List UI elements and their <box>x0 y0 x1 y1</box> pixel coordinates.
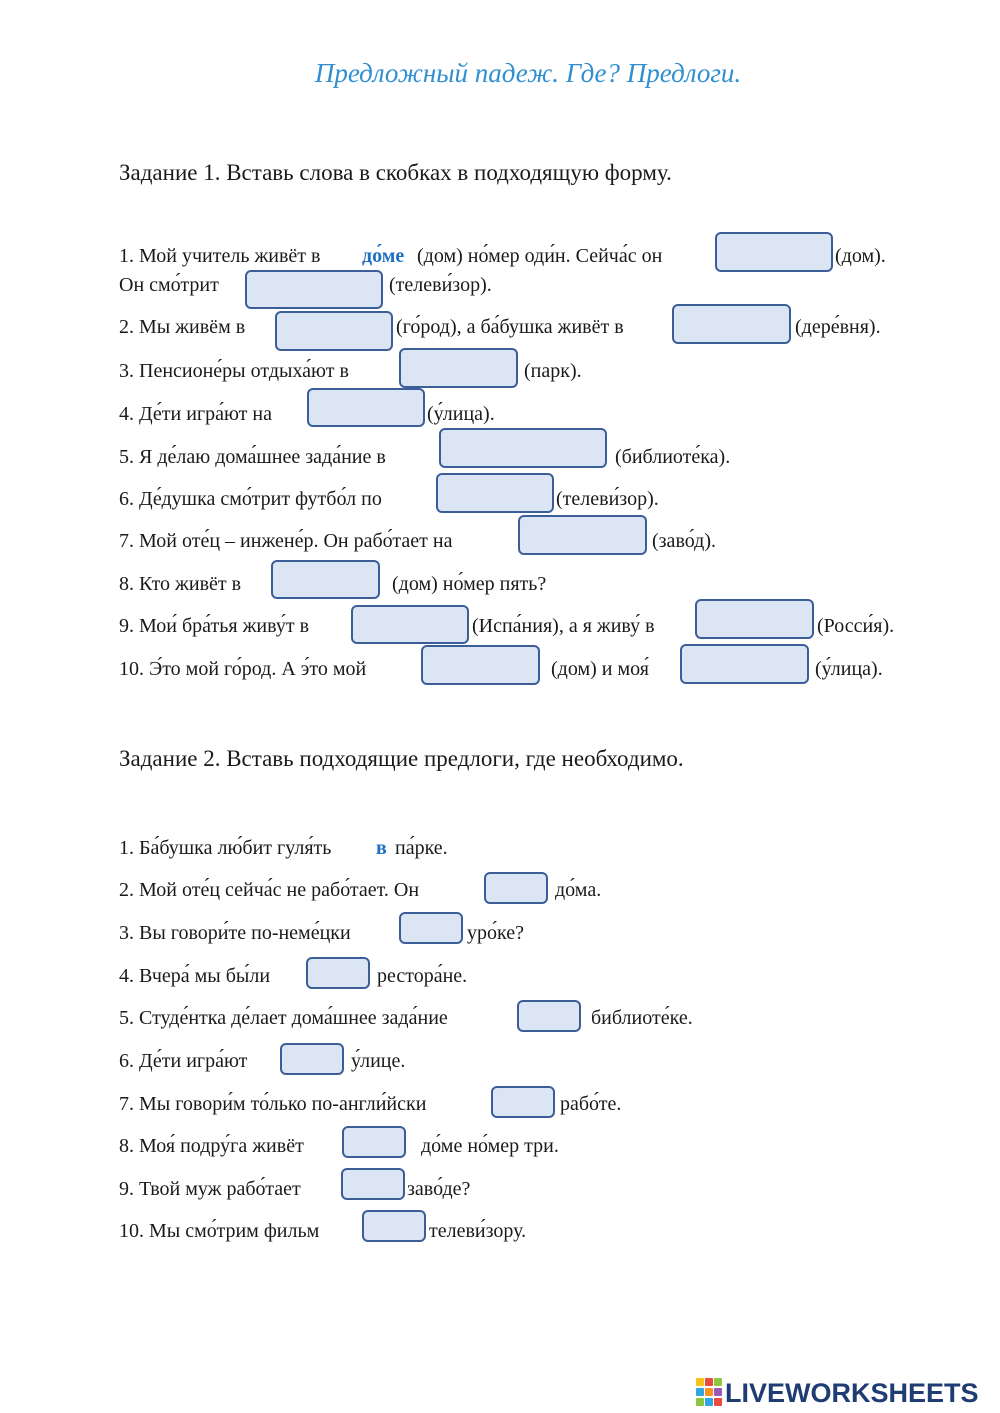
text: (парк). <box>524 360 582 382</box>
preposition-input-7[interactable] <box>491 1086 555 1118</box>
preposition-input-8[interactable] <box>342 1126 406 1158</box>
text: рабо́те. <box>560 1093 622 1115</box>
answer-input-4[interactable] <box>307 388 425 427</box>
preposition-input-2[interactable] <box>484 872 548 904</box>
text: уро́ке? <box>467 922 524 944</box>
preposition-input-9[interactable] <box>341 1168 405 1200</box>
preposition-input-10[interactable] <box>362 1210 426 1242</box>
answer-input-5[interactable] <box>439 428 607 468</box>
text: 1. Ба́бушка лю́бит гуля́ть <box>119 837 332 859</box>
answer-input-7[interactable] <box>518 515 647 555</box>
text: 6. Де́ти игра́ют <box>119 1050 248 1072</box>
text: Он смо́трит <box>119 274 219 296</box>
text: (дом). <box>835 245 886 267</box>
task2-heading: Задание 2. Вставь подходящие предлоги, где необходимо. <box>119 746 684 771</box>
text: заво́де? <box>407 1178 471 1200</box>
preposition-input-3[interactable] <box>399 912 463 944</box>
example-answer: в <box>376 837 387 859</box>
text: (дом) и моя́ <box>551 658 649 680</box>
task1-heading: Задание 1. Вставь слова в скобках в подходящую форму. <box>119 160 672 185</box>
text: 6. Де́душка смо́трит футбо́л по <box>119 488 382 510</box>
answer-input-2a[interactable] <box>275 311 393 351</box>
liveworksheets-logo-icon <box>696 1378 722 1408</box>
example-answer: до́ме <box>362 245 405 267</box>
text: 2. Мой оте́ц сейча́с не рабо́тает. Он <box>119 879 420 901</box>
text: до́ме но́мер три. <box>421 1135 559 1157</box>
answer-input-3[interactable] <box>399 348 518 388</box>
text: 7. Мой оте́ц – инжене́р. Он рабо́тает на <box>119 530 453 552</box>
text: 3. Вы говори́те по-неме́цки <box>119 922 351 944</box>
text: рестора́не. <box>377 965 468 987</box>
preposition-input-4[interactable] <box>306 957 370 989</box>
text: 8. Кто живёт в <box>119 573 242 595</box>
text: 5. Студе́нтка де́лает дома́шнее зада́ние <box>119 1007 448 1029</box>
text: телеви́зору. <box>429 1220 527 1242</box>
text: па́рке. <box>395 837 448 859</box>
text: (телеви́зор). <box>389 274 492 296</box>
text: (телеви́зор). <box>556 488 659 510</box>
text: (у́лица). <box>815 658 883 680</box>
brand-name: LIVEWORKSHEETS <box>725 1377 979 1408</box>
text: (го́род), а ба́бушка живёт в <box>396 316 624 338</box>
answer-input-6[interactable] <box>436 473 554 513</box>
text: (дом) но́мер пять? <box>392 573 547 595</box>
text: библиоте́ке. <box>591 1007 693 1029</box>
text: 7. Мы говори́м то́лько по-англи́йски <box>119 1093 427 1115</box>
text: 9. Твой муж рабо́тает <box>119 1178 301 1200</box>
text: (библиоте́ка). <box>615 446 731 468</box>
answer-input-10a[interactable] <box>421 645 540 685</box>
answer-input-9b[interactable] <box>695 599 814 639</box>
text: до́ма. <box>555 879 602 901</box>
text: 1. Мой учитель живёт в <box>119 245 321 267</box>
preposition-input-5[interactable] <box>517 1000 581 1032</box>
liveworksheets-logo <box>696 1376 979 1410</box>
text: (дере́вня). <box>795 316 881 338</box>
preposition-input-6[interactable] <box>280 1043 344 1075</box>
text: (у́лица). <box>427 403 495 425</box>
text: 2. Мы живём в <box>119 316 246 338</box>
text: 8. Моя́ подру́га живёт <box>119 1135 304 1157</box>
text: (Испа́ния), а я живу́ в <box>472 615 655 637</box>
answer-input-8[interactable] <box>271 560 380 599</box>
text: 9. Мои́ бра́тья живу́т в <box>119 615 310 637</box>
text: 10. Э́то мой го́род. А э́то мой <box>119 658 367 680</box>
answer-input-1b[interactable] <box>245 270 383 309</box>
text: 10. Мы смо́трим фильм <box>119 1220 320 1242</box>
text: у́лице. <box>351 1050 406 1072</box>
answer-input-10b[interactable] <box>680 644 809 684</box>
text: 3. Пенсионе́ры отдыха́ют в <box>119 360 349 382</box>
answer-input-1a[interactable] <box>715 232 833 272</box>
text: (дом) но́мер оди́н. Сейча́с он <box>417 245 663 267</box>
answer-input-2b[interactable] <box>672 304 791 344</box>
text: (Росси́я). <box>817 615 895 637</box>
page-title: Предложный падеж. Где? Предлоги. <box>314 58 742 88</box>
text: 5. Я де́лаю дома́шнее зада́ние в <box>119 446 386 468</box>
text: 4. Вчера́ мы бы́ли <box>119 965 271 987</box>
answer-input-9a[interactable] <box>351 605 469 644</box>
text: (заво́д). <box>652 530 717 552</box>
text: 4. Де́ти игра́ют на <box>119 403 272 425</box>
